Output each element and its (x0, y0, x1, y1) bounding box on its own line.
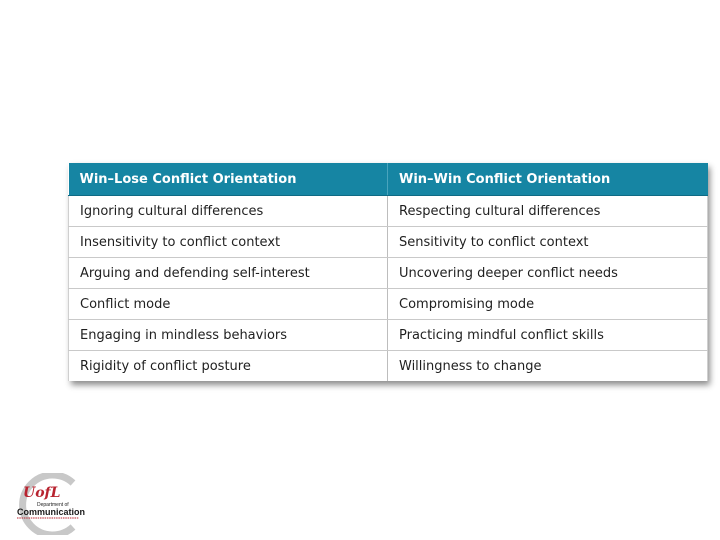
win-win-cell: Sensitivity to conflict context (388, 227, 708, 258)
win-lose-cell: Engaging in mindless behaviors (69, 320, 388, 351)
conflict-orientation-table (68, 163, 707, 381)
win-lose-cell: Ignoring cultural differences (69, 196, 388, 227)
header-win-win: Win–Win Conflict Orientation (388, 163, 708, 196)
logo-line1: Department of (37, 502, 69, 508)
table-row (69, 258, 708, 289)
win-lose-cell: Arguing and defending self-interest (69, 258, 388, 289)
win-win-cell: Uncovering deeper conflict needs (388, 258, 708, 289)
uofl-communication-logo (13, 473, 85, 535)
table-header-row (69, 163, 708, 196)
win-win-cell: Willingness to change (388, 351, 708, 382)
win-lose-cell: Conflict mode (69, 289, 388, 320)
logo-mark: UofL (23, 485, 61, 501)
win-lose-cell: Insensitivity to conflict context (69, 227, 388, 258)
win-lose-cell: Rigidity of conflict posture (69, 351, 388, 382)
table-row (69, 320, 708, 351)
table-row (69, 351, 708, 382)
table-row (69, 289, 708, 320)
header-win-lose: Win–Lose Conflict Orientation (69, 163, 388, 196)
logo-line2: Communication (17, 507, 85, 517)
table-row (69, 227, 708, 258)
win-win-cell: Respecting cultural differences (388, 196, 708, 227)
win-win-cell: Compromising mode (388, 289, 708, 320)
table-row (69, 196, 708, 227)
win-win-cell: Practicing mindful conflict skills (388, 320, 708, 351)
